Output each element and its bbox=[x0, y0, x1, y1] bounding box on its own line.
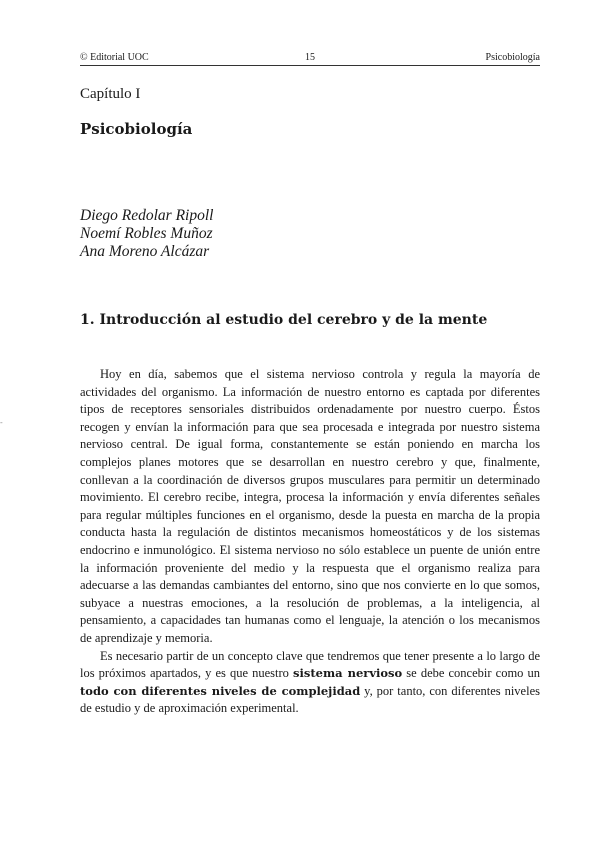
margin-mark: - bbox=[0, 418, 3, 427]
paragraph-2-text: Es necesario partir de un concepto clave que tendremos que tener presente a lo largo de los próximos apartados, y es que nuestro bbox=[80, 648, 540, 681]
header-publisher: © Editorial UOC bbox=[80, 52, 149, 63]
paragraph-2-text: y, por tanto, con diferentes niveles de estudio y de aproximación experimental. bbox=[80, 683, 540, 716]
header-rule bbox=[80, 65, 540, 66]
page-number: 15 bbox=[305, 52, 315, 63]
chapter-title: Psicobiología bbox=[80, 120, 193, 138]
author-name: Ana Moreno Alcázar bbox=[80, 243, 210, 260]
paragraph-2 bbox=[80, 648, 540, 718]
author-name: Diego Redolar Ripoll bbox=[80, 207, 214, 224]
paragraph-1: Hoy en día, sabemos que el sistema nervioso controla y regula la mayoría de actividades del organismo. La información de nuestro entorno es captada por diferentes tipos de receptores sensoriales distribuidos ordenadamente por nuestro cuerpo. Éstos recogen y envían la información para que sea procesada e integrada por nuestro sistema nervioso central. De igual forma, constantemente se están poniendo en marcha los complejos planes motores que se desarrollan en nuestro cerebro y que, finalmente, conllevan a la coordinación de diversos grupos musculares para permitir un determinado movimiento. El cerebro recibe, integra, procesa la información y envía diferentes señales para regular múltiples funciones en el organismo, desde la puesta en marcha de la propia conducta hasta la regulación de distintos mecanismos homeostáticos y de los sistemas endocrino e inmunológico. El sistema nervioso no sólo establece un puente de unión entre la información proveniente del medio y la respuesta que el organismo realiza para adecuarse a las demandas cambiantes del entorno, sino que nos convierte en lo que somos, subyace a nuestras emociones, a la resolución de problemas, a la inteligencia, al pensamiento, a capacidades tan humanas como el lenguaje, la atención o los mecanismos de aprendizaje y memoria. bbox=[80, 367, 540, 645]
header-book-title: Psicobiología bbox=[485, 52, 540, 63]
bold-term-nervous-system: sistema nervioso bbox=[293, 666, 403, 681]
author-list bbox=[80, 207, 213, 261]
section-heading: 1. Introducción al estudio del cerebro y de la mente bbox=[80, 312, 488, 328]
bold-term-complexity-levels: todo con diferentes niveles de complejidad bbox=[80, 683, 361, 698]
paragraph-2-text: se debe concebir como un bbox=[402, 666, 541, 681]
chapter-label: Capítulo I bbox=[80, 86, 141, 102]
body-text bbox=[80, 366, 540, 718]
author-name: Noemí Robles Muñoz bbox=[80, 225, 213, 242]
